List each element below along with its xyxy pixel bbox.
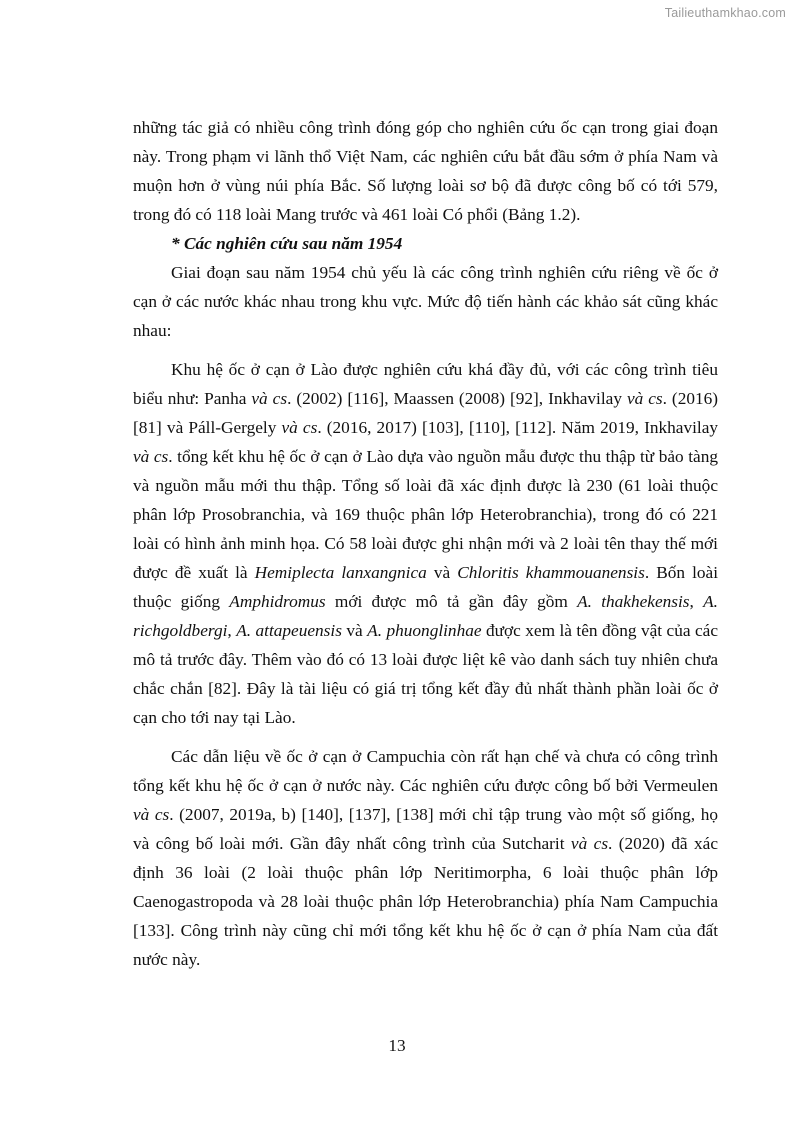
text-run: và	[341, 621, 368, 640]
text-run: . (2016) [81] và Páll-Gergely	[133, 389, 719, 437]
italic-run: và cs	[626, 389, 663, 408]
text-run: . (2020) đã xác định 36 loài (2 loài thuộc phân lớp Neritimorpha, 6 loài thuộc phân lớp Caenogastropoda và 28 loài thuộc phân lớp Heterobranchia) phía Nam Campuchia [133]. Công trình này cũng chỉ mới tổng kết khu hệ ốc ở cạn ở phía Nam của đất nước này.	[133, 834, 718, 969]
text-run: và	[426, 563, 458, 582]
species-name: Chloritis khammouanensis	[457, 563, 645, 582]
species-name: A. richgoldbergi	[133, 592, 718, 640]
genus-name: Amphidromus	[229, 592, 326, 611]
species-name: A. phuonglinhae	[367, 621, 482, 640]
paragraph-intro-continued: những tác giả có nhiều công trình đóng góp cho nghiên cứu ốc cạn trong giai đoạn này. Trong phạm vi lãnh thổ Việt Nam, các nghiên cứu bắt đầu sớm ở phía Nam và muộn hơn ở vùng núi phía Bắc. Số lượng loài sơ bộ đã được công bố có tới 579, trong đó có 118 loài Mang trước và 461 loài Có phổi (Bảng 1.2).	[133, 118, 718, 224]
italic-run: và cs	[281, 418, 318, 437]
species-name: A. attapeuensis	[236, 621, 342, 640]
text-run: . (2002) [116], Maassen (2008) [92], Inkhavilay	[287, 389, 627, 408]
text-run: được xem là tên đồng vật của các mô tả trước đây. Thêm vào đó có 13 loài được liệt kê vào danh sách tuy nhiên chưa chắc chắn [82]. Đây là tài liệu có giá trị tổng kết đầy đủ nhất thành phần loài ốc ở cạn cho tới nay tại Lào.	[133, 621, 718, 727]
text-run: Các dẫn liệu về ốc ở cạn ở Campuchia còn rất hạn chế và chưa có công trình tổng kết khu hệ ốc ở cạn ở nước này. Các nghiên cứu được công bố bởi Vermeulen	[133, 747, 718, 795]
text-run: . Bốn loài thuộc giống	[133, 563, 719, 611]
page-number: 13	[388, 1036, 406, 1055]
species-name: Hemiplecta lanxangnica	[254, 563, 427, 582]
text-run: mới được mô tả gần đây gồm	[325, 592, 578, 611]
italic-run: và cs	[251, 389, 288, 408]
text-run: . tổng kết khu hệ ốc ở cạn ở Lào dựa vào nguồn mẫu được thu thập từ bảo tàng và nguồn mẫu mới thu thập. Tổng số loài đã xác định được là 230 (61 loài thuộc phân lớp Prosobranchia, và 169 thuộc phân lớp Heterobranchia), trong đó có 221 loài có hình ảnh minh họa. Có 58 loài được ghi nhận mới và 2 loài tên thay thế mới được đề xuất là	[133, 447, 718, 582]
italic-run: và cs	[570, 834, 609, 853]
italic-run: và cs	[133, 805, 170, 824]
species-name: A. thakhekensis	[577, 592, 690, 611]
paragraph-laos	[133, 355, 718, 732]
section-heading-after-1954: * Các nghiên cứu sau năm 1954	[171, 234, 403, 253]
text-run: . (2007, 2019a, b) [140], [137], [138] mới chỉ tập trung vào một số giống, họ và công bố loài mới. Gần đây nhất công trình của Sutcharit	[133, 805, 718, 853]
text-run: ,	[689, 592, 704, 611]
text-run: ,	[227, 621, 237, 640]
italic-run: và cs	[133, 447, 169, 466]
page-body	[133, 113, 718, 974]
paragraph-overview: Giai đoạn sau năm 1954 chủ yếu là các công trình nghiên cứu riêng về ốc ở cạn ở các nước khác nhau trong khu vực. Mức độ tiến hành các khảo sát cũng khác nhau:	[133, 263, 718, 340]
watermark-text: Tailieuthamkhao.com	[664, 6, 786, 20]
text-run: Khu hệ ốc ở cạn ở Lào được nghiên cứu khá đầy đủ, với các công trình tiêu biểu như: Panha	[133, 360, 718, 408]
text-run: . (2016, 2017) [103], [110], [112]. Năm 2019, Inkhavilay	[317, 418, 719, 437]
paragraph-cambodia	[133, 742, 718, 974]
